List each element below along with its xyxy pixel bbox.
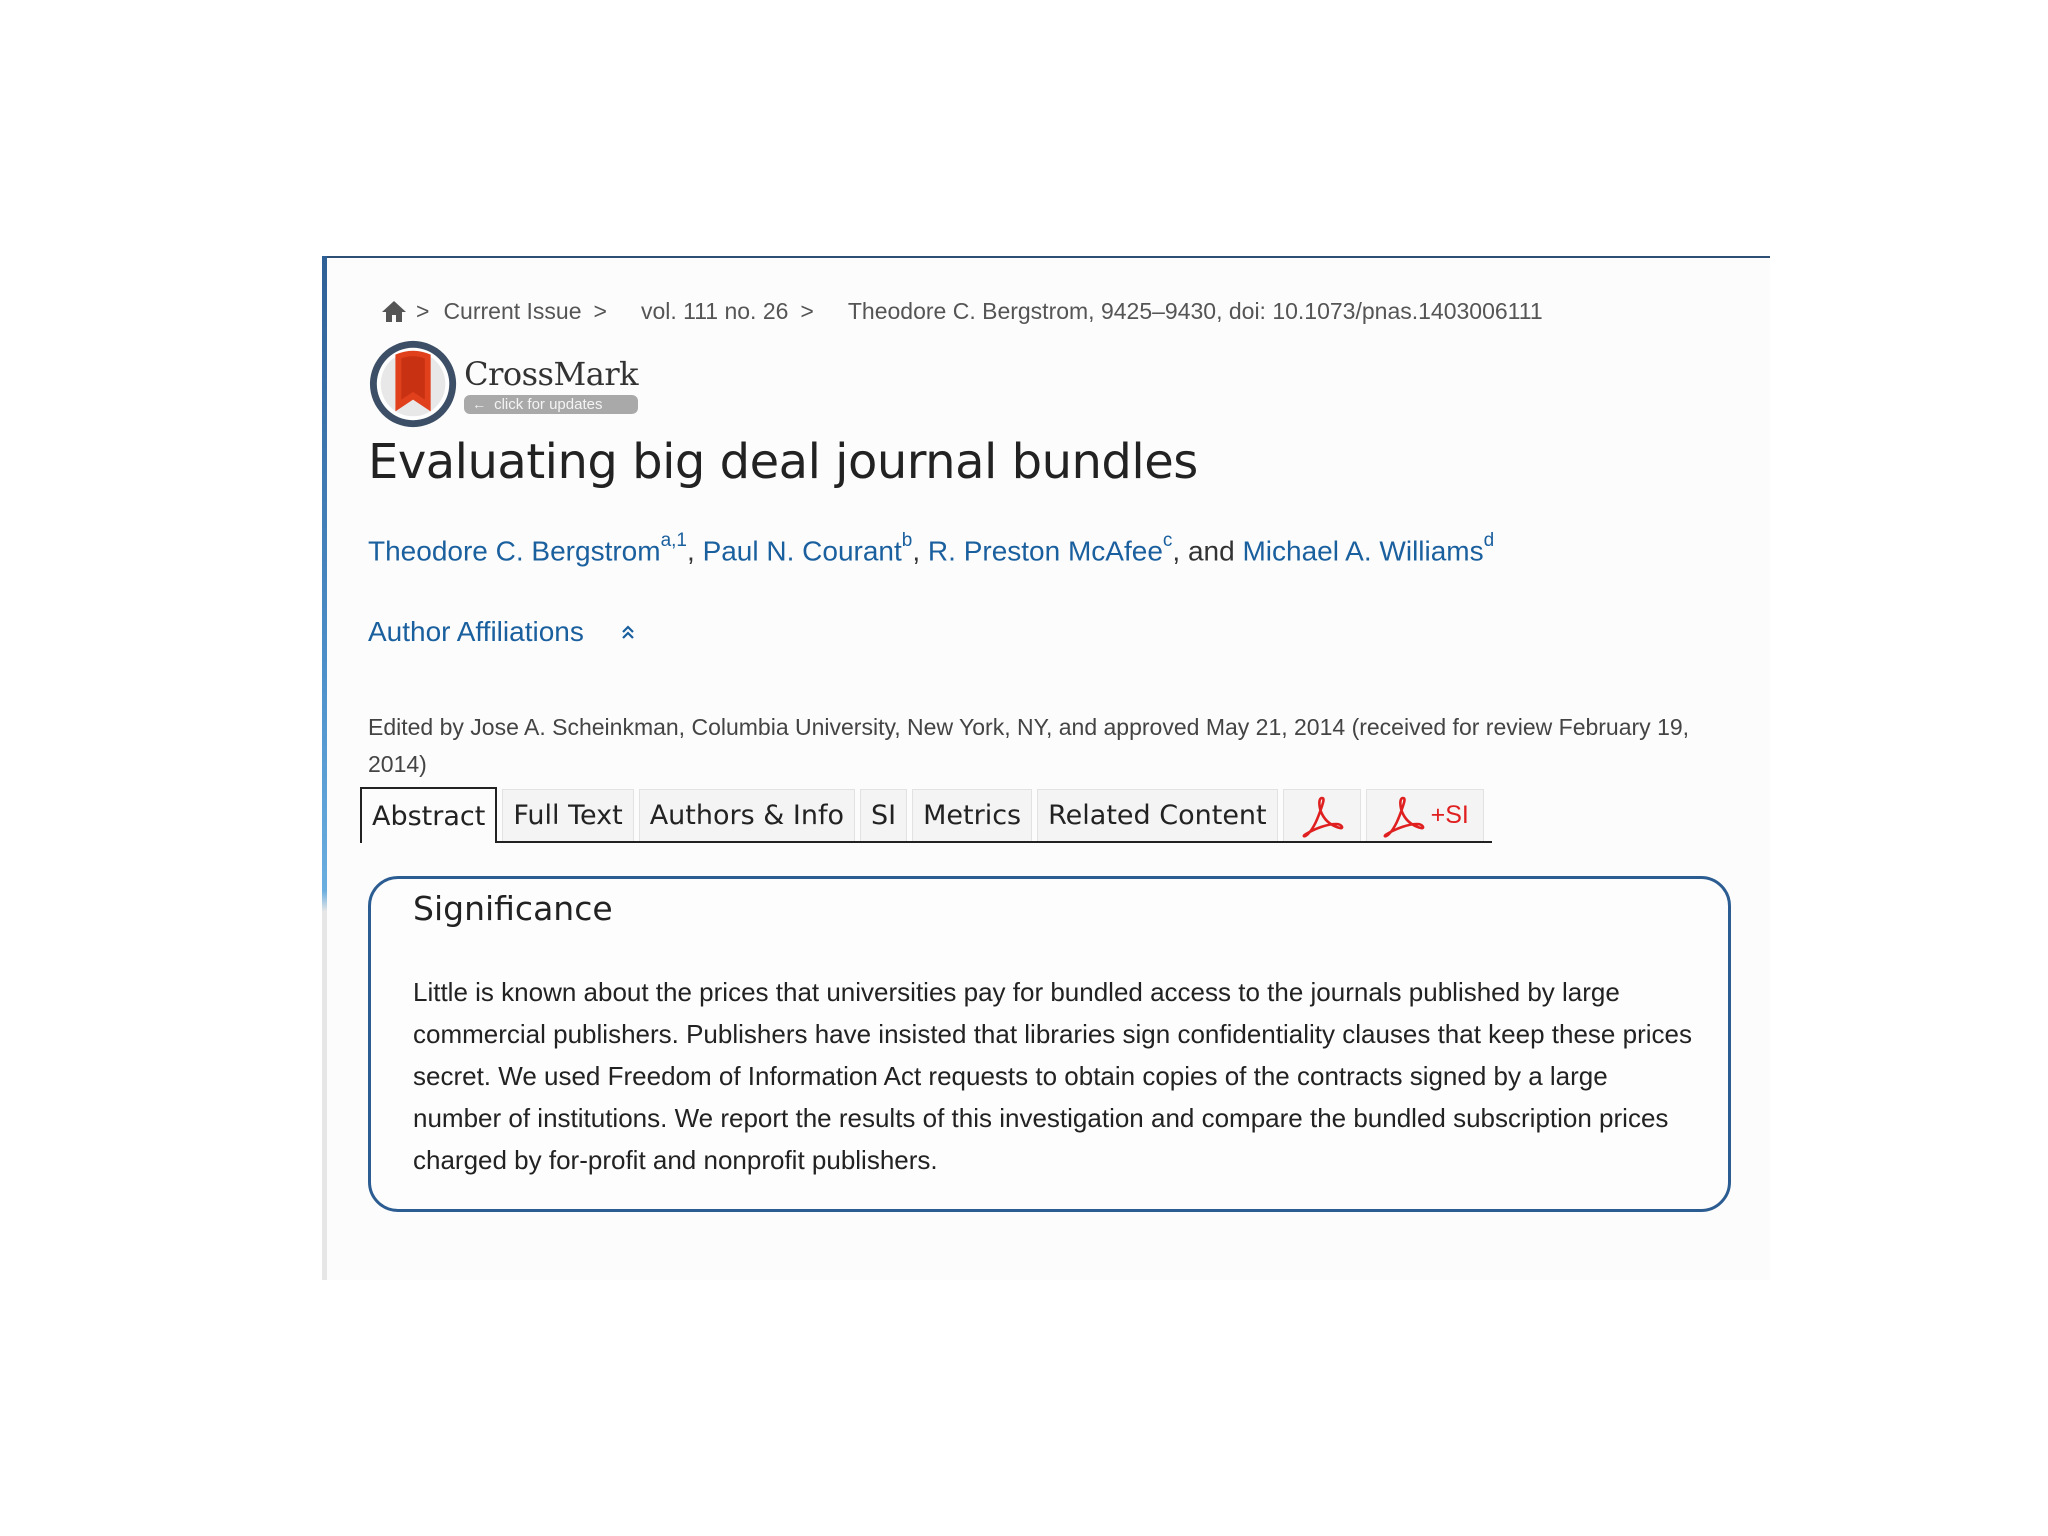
tab-related-content[interactable]: Related Content — [1037, 789, 1278, 841]
crossmark-badge-label: click for updates — [494, 395, 603, 413]
home-icon[interactable] — [380, 299, 408, 323]
crossmark-text — [464, 355, 638, 414]
significance-box — [368, 876, 1731, 1212]
author-separator: , and — [1172, 535, 1243, 567]
chevron-double-up-icon — [620, 623, 636, 641]
tab-pdf-si[interactable] — [1366, 789, 1484, 841]
breadcrumb-citation: Theodore C. Bergstrom, 9425–9430, doi: 10.1073/pnas.1403006111 — [847, 297, 1543, 324]
crossmark-widget[interactable] — [368, 334, 638, 434]
pdf-icon — [1381, 794, 1425, 838]
pdf-si-label: +SI — [1430, 801, 1469, 829]
author-link[interactable]: Theodore C. Bergstrom — [368, 535, 661, 567]
tab-abstract[interactable]: Abstract — [360, 787, 497, 843]
breadcrumb-volume[interactable]: vol. 111 no. 26 — [640, 297, 789, 324]
top-rule — [322, 256, 1770, 258]
tab-full-text[interactable]: Full Text — [502, 789, 633, 841]
left-arrow-icon: ← — [472, 396, 487, 412]
tab-pdf[interactable] — [1283, 789, 1361, 841]
article-title: Evaluating big deal journal bundles — [368, 434, 1198, 490]
pdf-icon — [1300, 794, 1344, 838]
significance-text: Little is known about the prices that universities pay for bundled access to the journals published by large commercial publishers. Publishers have insisted that libraries sign confidentiality clauses that keep these prices secret. We used Freedom of Information Act requests to obtain copies of the contracts signed by a large number of institutions. We report the results of this investigation and compare the bundled subscription prices charged by for-profit and nonprofit publishers. — [413, 977, 1692, 1175]
crossmark-title: CrossMark — [464, 354, 638, 393]
tab-si[interactable]: SI — [860, 789, 907, 841]
breadcrumb — [368, 296, 1718, 326]
author-affiliations-toggle[interactable] — [368, 616, 636, 648]
crossmark-badge[interactable] — [464, 395, 638, 414]
page-frame — [322, 256, 1770, 1280]
breadcrumb-separator: > — [800, 297, 814, 324]
breadcrumb-separator: > — [593, 297, 607, 324]
author-affiliation-marker[interactable]: c — [1162, 530, 1173, 551]
author-affiliation-marker[interactable]: b — [901, 530, 913, 551]
author-affiliation-marker[interactable]: d — [1483, 530, 1495, 551]
author-list — [368, 530, 1495, 567]
author-link[interactable]: Michael A. Williams — [1242, 535, 1484, 567]
left-accent-bar — [322, 256, 327, 1280]
edited-by-note: Edited by Jose A. Scheinkman, Columbia University, New York, NY, and approved May 21, 2014 (received for review February 19, 2014) — [368, 714, 1690, 777]
tab-metrics[interactable]: Metrics — [912, 789, 1032, 841]
significance-heading: Significance — [413, 889, 613, 928]
breadcrumb-current-issue[interactable]: Current Issue — [443, 297, 582, 324]
author-separator: , — [912, 535, 928, 567]
author-separator: , — [687, 535, 703, 567]
author-affiliations-label: Author Affiliations — [368, 616, 584, 647]
author-link[interactable]: R. Preston McAfee — [927, 535, 1163, 567]
crossmark-logo-icon — [368, 338, 458, 430]
article-tabs — [360, 785, 1492, 843]
author-affiliation-marker[interactable]: a,1 — [660, 530, 687, 551]
author-link[interactable]: Paul N. Courant — [702, 535, 902, 567]
breadcrumb-separator: > — [416, 297, 430, 324]
tab-authors-info[interactable]: Authors & Info — [639, 789, 855, 841]
